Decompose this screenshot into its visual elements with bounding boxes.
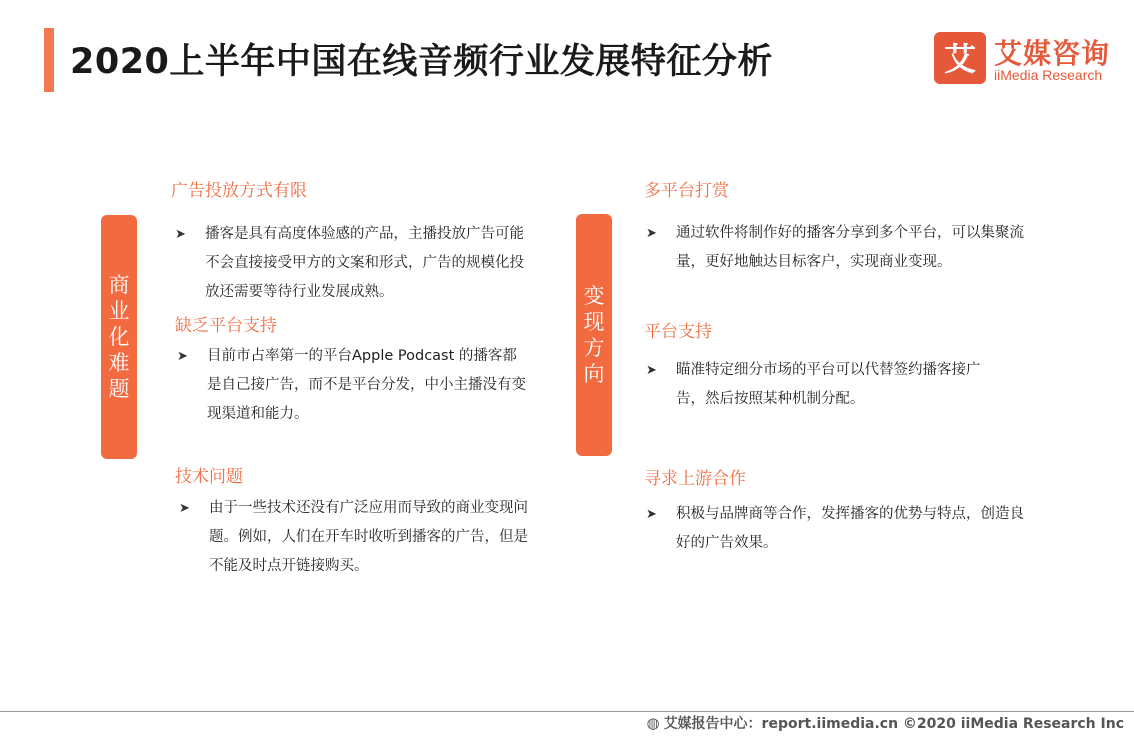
bullet-arrow-icon: ➤	[175, 227, 186, 242]
monetization-directions-label: 变现方向	[576, 214, 612, 456]
section-bullet: ➤ 瞄准特定细分市场的平台可以代替签约播客接广告，然后按照某种机制分配。	[646, 356, 998, 414]
bullet-arrow-icon: ➤	[179, 501, 190, 516]
page-title: 2020上半年中国在线音频行业发展特征分析	[70, 42, 773, 82]
bullet-arrow-icon: ➤	[646, 226, 657, 241]
section-heading: 平台支持	[644, 322, 712, 342]
bullet-arrow-icon: ➤	[646, 507, 657, 522]
section-heading: 技术问题	[175, 467, 243, 487]
brand-name-cn: 艾媒咨询	[994, 37, 1111, 70]
section-heading: 多平台打赏	[644, 181, 729, 201]
brand-logo	[934, 32, 1124, 86]
section-heading: 广告投放方式有限	[171, 181, 307, 201]
brand-mark-icon	[934, 32, 986, 84]
commercialization-challenges-label: 商业化难题	[101, 215, 137, 459]
section-bullet: ➤ 目前市占率第一的平台Apple Podcast 的播客都是自己接广告，而不是平台分发，中小主播没有变现渠道和能力。	[177, 342, 531, 429]
footer-divider	[0, 711, 1134, 712]
section-bullet: ➤ 由于一些技术还没有广泛应用而导致的商业变现问题。例如，人们在开车时收听到播客的广告，但是不能及时点开链接购买。	[179, 494, 539, 581]
section-bullet: ➤ 播客是具有高度体验感的产品，主播投放广告可能不会直接接受甲方的文案和形式，广告的规模化投放还需要等待行业发展成熟。	[175, 220, 537, 307]
footer	[646, 713, 1124, 733]
section-heading: 寻求上游合作	[644, 469, 746, 489]
footer-text: 艾媒报告中心：report.iimedia.cn ©2020 iiMedia Research Inc	[663, 716, 1124, 732]
section-bullet: ➤ 通过软件将制作好的播客分享到多个平台，可以集聚流量，更好地触达目标客户，实现商业变现。	[646, 219, 1038, 277]
globe-icon: ◍	[646, 714, 660, 732]
section-heading: 缺乏平台支持	[175, 316, 277, 336]
brand-name-en: iiMedia Research	[994, 67, 1103, 83]
bullet-arrow-icon: ➤	[646, 363, 657, 378]
bullet-arrow-icon: ➤	[177, 349, 188, 364]
section-bullet: ➤ 积极与品牌商等合作，发挥播客的优势与特点，创造良好的广告效果。	[646, 500, 1026, 558]
svg-text:艾: 艾	[943, 40, 977, 78]
title-accent-bar	[44, 28, 54, 92]
